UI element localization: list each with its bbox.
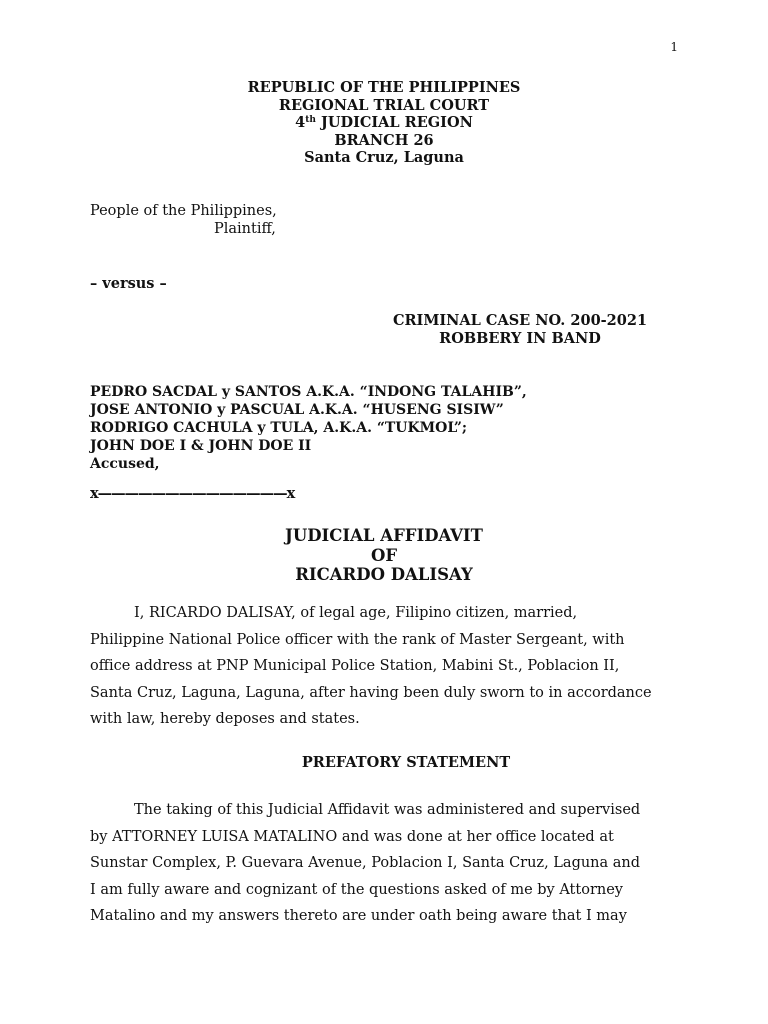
intro-line: office address at PNP Municipal Police Station, Mabini St., Poblacion II,: [90, 658, 620, 674]
accused-line: JOHN DOE I & JOHN DOE II: [90, 438, 312, 454]
document-title: [0, 526, 768, 585]
case-nature: ROBBERY IN BAND: [439, 330, 601, 347]
accused-label: Accused,: [90, 456, 160, 472]
intro-paragraph: [90, 600, 678, 733]
caption-region-number: 4: [295, 114, 306, 131]
caption-republic: REPUBLIC OF THE PHILIPPINES: [247, 79, 521, 96]
court-caption: [0, 79, 768, 167]
prefatory-line: Matalino and my answers thereto are under oath being aware that I may: [90, 908, 627, 924]
prefatory-line: Sunstar Complex, P. Guevara Avenue, Poblacion I, Santa Cruz, Laguna and: [90, 855, 641, 871]
case-info: [330, 312, 710, 348]
caption-location: Santa Cruz, Laguna: [304, 149, 464, 166]
accused-line: JOSE ANTONIO y PASCUAL A.K.A. “HUSENG SISIW”: [90, 402, 504, 418]
accused-line: PEDRO SACDAL y SANTOS A.K.A. “INDONG TALAHIB”,: [90, 384, 527, 400]
case-number: CRIMINAL CASE NO. 200-2021: [392, 312, 648, 329]
caption-branch: BRANCH 26: [334, 131, 434, 149]
intro-line: I, RICARDO DALISAY, of legal age, Filipino citizen, married,: [134, 605, 578, 621]
intro-line: Santa Cruz, Laguna, Laguna, after having been duly sworn to in accordance: [90, 684, 652, 701]
page-number: 1: [670, 40, 678, 54]
intro-line: Philippine National Police officer with the rank of Master Sergeant, with: [90, 631, 625, 648]
versus-label: – versus –: [90, 275, 167, 292]
accused-list: [90, 383, 527, 473]
caption-region-ordinal: th: [305, 115, 316, 125]
section-heading: PREFATORY STATEMENT: [301, 754, 511, 771]
caption-court: REGIONAL TRIAL COURT: [278, 96, 490, 114]
caption-separator: x——————————————x: [90, 485, 295, 502]
plaintiff-role: Plaintiff,: [214, 221, 276, 237]
prefatory-line: I am fully aware and cognizant of the questions asked of me by Attorney: [90, 881, 623, 898]
intro-line: with law, hereby deposes and states.: [90, 711, 360, 727]
prefatory-paragraph: [90, 797, 678, 930]
caption-region: [0, 114, 768, 132]
title-line-2: OF: [370, 545, 398, 565]
plaintiff-name: People of the Philippines,: [90, 203, 277, 219]
prefatory-line: by ATTORNEY LUISA MATALINO and was done at her office located at: [90, 828, 614, 845]
caption-region-label: JUDICIAL REGION: [315, 114, 473, 131]
accused-line: RODRIGO CACHULA y TULA, A.K.A. “TUKMOL”;: [90, 420, 468, 436]
title-line-1: JUDICIAL AFFIDAVIT: [285, 526, 483, 545]
prefatory-line: The taking of this Judicial Affidavit was administered and supervised: [134, 802, 641, 818]
title-line-3: RICARDO DALISAY: [295, 565, 473, 584]
